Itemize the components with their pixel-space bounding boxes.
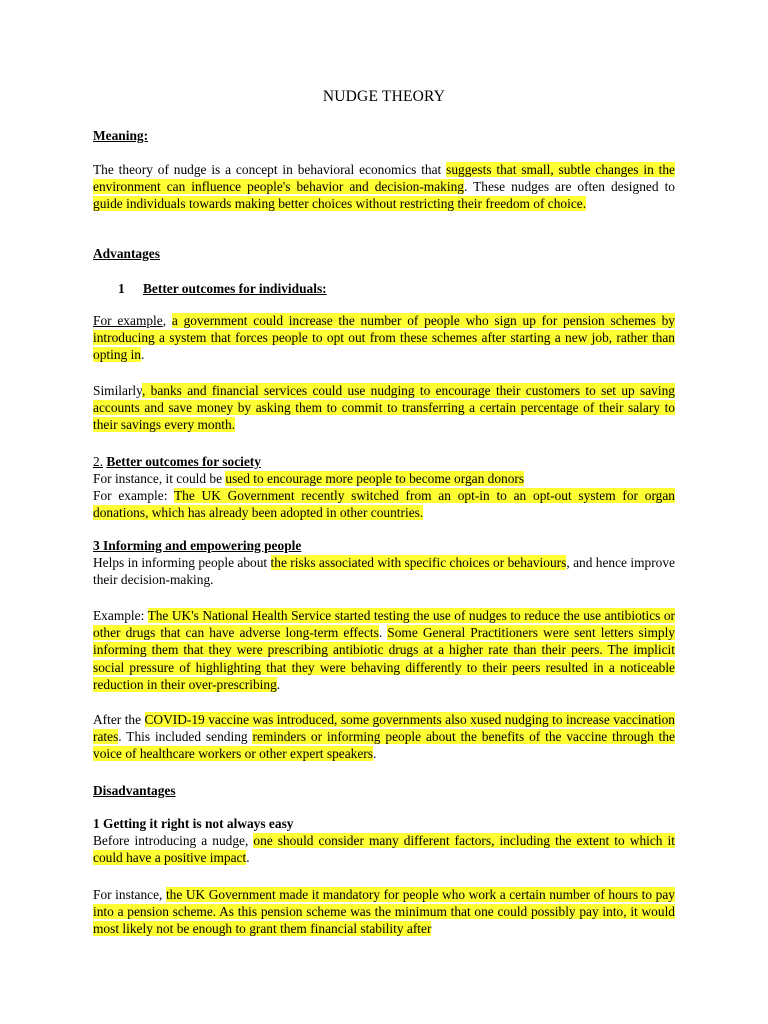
highlight: the risks associated with specific choices or behaviours bbox=[270, 555, 567, 570]
advantage-3-example-paragraph: Example: The UK's National Health Service started testing the use of nudges to reduce the use antibiotics or other drugs that can have adverse long-term effects. Some General Practitioners were sent letters simply informing them that they were prescribing antibiotic drugs at a higher rate than their peers. The implicit social pressure of highlighting that they were behaving differently to their peers resulted in a noticeable reduction in their over-prescribing. bbox=[93, 608, 676, 692]
advantage-2-example-paragraph: For example: The UK Government recently switched from an opt-in to an opt-out system for organ donations, which has already been adopted in other countries. bbox=[93, 488, 675, 521]
meaning-heading: Meaning: bbox=[93, 128, 149, 143]
disadvantage-1-paragraph: Before introducing a nudge, one should consider many different factors, including the extent to which it could have a positive impact. bbox=[93, 833, 675, 866]
highlight: used to encourage more people to become organ donors bbox=[225, 471, 525, 486]
highlight: suggests that small, subtle changes in the environment can influence people's behavior and decision-making bbox=[93, 162, 676, 195]
document-title: NUDGE THEORY bbox=[322, 88, 446, 105]
highlight: COVID-19 vaccine was introduced, some governments also xused nudging to increase vaccination rates bbox=[93, 712, 676, 745]
highlight: The UK's National Health Service started testing the use of nudges to reduce the use antibiotics or other drugs that can have adverse long-term effects bbox=[93, 608, 675, 641]
advantage-3-paragraph: Helps in informing people about the risks associated with specific choices or behaviours, and hence improve their decision-making. bbox=[93, 555, 675, 588]
highlight: guide individuals towards making better choices without restricting their freedom of choice. bbox=[93, 196, 587, 212]
advantage-1-heading: 1 Better outcomes for individuals: bbox=[118, 281, 327, 296]
covid-paragraph: After the COVID-19 vaccine was introduced, some governments also xused nudging to increase vaccination rates. This included sending reminders or informing people about the benefits of the vaccine through the voice of healthcare workers or other expert speakers. bbox=[93, 712, 676, 762]
advantage-3-heading: 3 Informing and empowering people bbox=[93, 538, 302, 553]
advantage-2-instance-line: For instance, it could be used to encourage more people to become organ donors bbox=[93, 471, 525, 486]
highlight: Some General Practitioners were sent letters simply informing them that they were prescribing antibiotic drugs at a higher rate than their peers. The implicit social pressure of highlighting that they were behaving differently to their peers resulted in a noticeable reduction in their over-prescribing bbox=[93, 625, 676, 692]
advantage-1-similarly-paragraph: Similarly, banks and financial services could use nudging to encourage their customers to set up saving accounts and save money by asking them to commit to transferring a certain percentage of their salary to their savings every month. bbox=[93, 383, 675, 433]
highlight: , banks and financial services could use nudging to encourage their customers to set up saving accounts and save money by asking them to commit to transferring a certain percentage of their salary to their savings every month. bbox=[93, 383, 675, 433]
highlight: a government could increase the number of people who sign up for pension schemes by introducing a system that forces people to opt out from these schemes after starting a new job, rather than opting in bbox=[93, 313, 675, 363]
advantage-2-heading: 2. Better outcomes for society bbox=[93, 454, 261, 469]
highlight: one should consider many different factors, including the extent to which it could have a positive impact bbox=[93, 833, 675, 866]
meaning-paragraph: The theory of nudge is a concept in behavioral economics that suggests that small, subtle changes in the environment can influence people's behavior and decision-making. These nudges are often designed to guide individuals towards making better choices without restricting their freedom of choice. bbox=[93, 162, 676, 212]
disadvantages-heading: Disadvantages bbox=[93, 783, 176, 798]
highlight: The UK Government recently switched from an opt-in to an opt-out system for organ donations, which has already been adopted in other countries. bbox=[93, 488, 675, 521]
disadvantage-1-heading: 1 Getting it right is not always easy bbox=[93, 816, 294, 831]
advantages-heading: Advantages bbox=[93, 246, 160, 261]
highlight: the UK Government made it mandatory for people who work a certain number of hours to pay into a pension scheme. As this pension scheme was the minimum that one could possibly pay into, it would most likely not be enough to grant them financial stability after bbox=[93, 887, 675, 937]
highlight: reminders or informing people about the benefits of the vaccine through the voice of healthcare workers or other expert speakers bbox=[93, 729, 675, 762]
disadvantage-1-instance-paragraph: For instance, the UK Government made it mandatory for people who work a certain number of hours to pay into a pension scheme. As this pension scheme was the minimum that one could possibly pay into, it would most likely not be enough to grant them financial stability after bbox=[93, 887, 675, 937]
advantage-1-example-paragraph: For example, a government could increase the number of people who sign up for pension schemes by introducing a system that forces people to opt out from these schemes after starting a new job, rather than opting in. bbox=[93, 313, 675, 363]
